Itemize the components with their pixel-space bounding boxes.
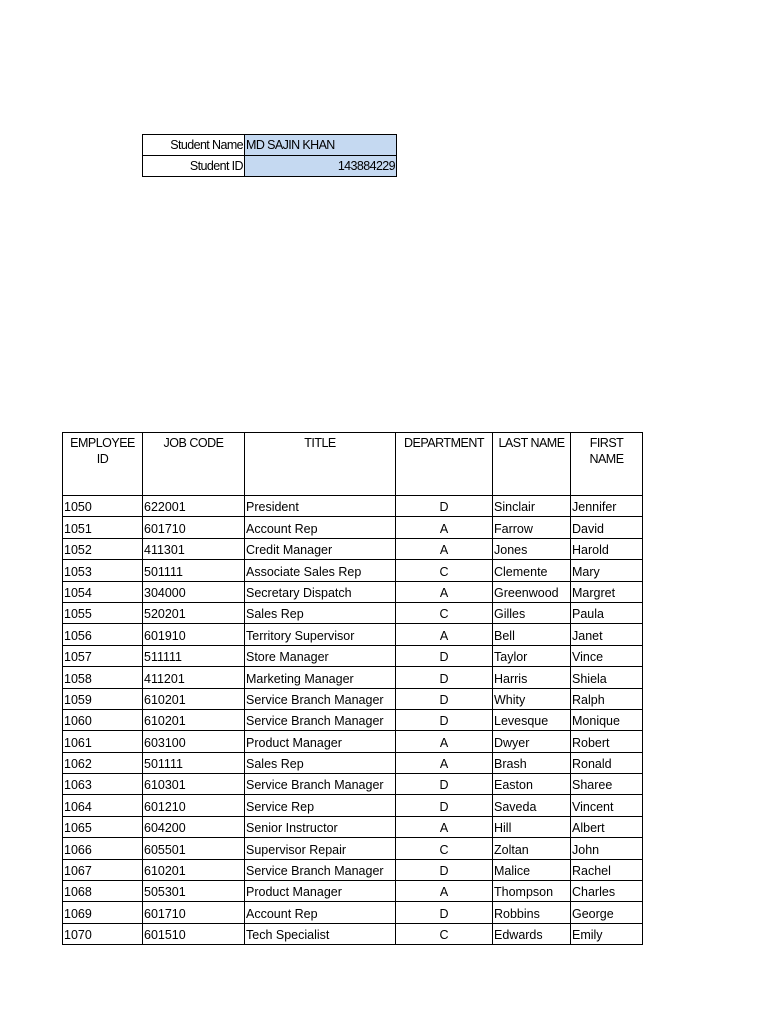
student-id-value[interactable]: 143884229 (245, 156, 397, 177)
first-name-cell[interactable]: Sharee (571, 774, 643, 795)
first-name-cell[interactable]: Harold (571, 538, 643, 559)
title-cell[interactable]: Territory Supervisor (245, 624, 396, 645)
table-row (63, 709, 643, 730)
title-cell[interactable]: Product Manager (245, 731, 396, 752)
employee-table (62, 432, 643, 945)
employee-id-cell[interactable]: 1053 (63, 560, 143, 581)
table-row (63, 538, 643, 559)
first-name-cell[interactable]: Paula (571, 602, 643, 623)
first-name-cell[interactable]: Janet (571, 624, 643, 645)
employee-id-cell[interactable]: 1058 (63, 667, 143, 688)
last-name-cell[interactable]: Levesque (493, 709, 571, 730)
first-name-cell[interactable]: Mary (571, 560, 643, 581)
employee-id-cell[interactable]: 1070 (63, 923, 143, 944)
first-name-cell[interactable]: Robert (571, 731, 643, 752)
student-name-label: Student Name (143, 135, 245, 156)
job-code-cell[interactable]: 622001 (143, 496, 245, 517)
student-id-row (143, 156, 397, 177)
job-code-cell[interactable]: 520201 (143, 602, 245, 623)
title-cell[interactable]: Account Rep (245, 902, 396, 923)
header-title[interactable]: TITLE (245, 433, 396, 496)
title-cell[interactable]: Credit Manager (245, 538, 396, 559)
title-cell[interactable]: Associate Sales Rep (245, 560, 396, 581)
header-employee-id[interactable]: EMPLOYEE ID (63, 433, 143, 496)
student-name-row (143, 135, 397, 156)
department-cell[interactable]: D (396, 795, 493, 816)
table-row (63, 774, 643, 795)
title-cell[interactable]: Sales Rep (245, 752, 396, 773)
job-code-cell[interactable]: 601510 (143, 923, 245, 944)
last-name-cell[interactable]: Robbins (493, 902, 571, 923)
department-cell[interactable]: D (396, 645, 493, 666)
employee-id-cell[interactable]: 1060 (63, 709, 143, 730)
table-row (63, 881, 643, 902)
employee-id-cell[interactable]: 1054 (63, 581, 143, 602)
employee-id-cell[interactable]: 1050 (63, 496, 143, 517)
table-row (63, 731, 643, 752)
department-cell[interactable]: C (396, 560, 493, 581)
job-code-cell[interactable]: 610201 (143, 709, 245, 730)
title-cell[interactable]: Service Branch Manager (245, 688, 396, 709)
job-code-cell[interactable]: 601910 (143, 624, 245, 645)
job-code-cell[interactable]: 501111 (143, 560, 245, 581)
employee-id-cell[interactable]: 1068 (63, 881, 143, 902)
title-cell[interactable]: Sales Rep (245, 602, 396, 623)
job-code-cell[interactable]: 610201 (143, 688, 245, 709)
employee-table-header-row (63, 433, 643, 496)
table-row (63, 795, 643, 816)
first-name-cell[interactable]: Charles (571, 881, 643, 902)
department-cell[interactable]: D (396, 774, 493, 795)
last-name-cell[interactable]: Hill (493, 816, 571, 837)
last-name-cell[interactable]: Brash (493, 752, 571, 773)
department-cell[interactable]: A (396, 517, 493, 538)
employee-id-cell[interactable]: 1051 (63, 517, 143, 538)
employee-table-body (63, 496, 643, 945)
student-info-table (142, 134, 397, 177)
title-cell[interactable]: Service Branch Manager (245, 859, 396, 880)
last-name-cell[interactable]: Jones (493, 538, 571, 559)
title-cell[interactable]: Product Manager (245, 881, 396, 902)
employee-id-cell[interactable]: 1066 (63, 838, 143, 859)
table-row (63, 923, 643, 944)
department-cell[interactable]: A (396, 816, 493, 837)
first-name-cell[interactable]: Vince (571, 645, 643, 666)
employee-id-cell[interactable]: 1061 (63, 731, 143, 752)
department-cell[interactable]: D (396, 902, 493, 923)
job-code-cell[interactable]: 601710 (143, 902, 245, 923)
job-code-cell[interactable]: 505301 (143, 881, 245, 902)
department-cell[interactable]: C (396, 838, 493, 859)
first-name-cell[interactable]: Monique (571, 709, 643, 730)
job-code-cell[interactable]: 601210 (143, 795, 245, 816)
first-name-cell[interactable]: Rachel (571, 859, 643, 880)
department-cell[interactable]: A (396, 752, 493, 773)
job-code-cell[interactable]: 605501 (143, 838, 245, 859)
first-name-cell[interactable]: Jennifer (571, 496, 643, 517)
title-cell[interactable]: Supervisor Repair (245, 838, 396, 859)
job-code-cell[interactable]: 411201 (143, 667, 245, 688)
table-row (63, 667, 643, 688)
last-name-cell[interactable]: Sinclair (493, 496, 571, 517)
title-cell[interactable]: Secretary Dispatch (245, 581, 396, 602)
employee-id-cell[interactable]: 1059 (63, 688, 143, 709)
student-name-value[interactable]: MD SAJIN KHAN (245, 135, 397, 156)
table-row (63, 816, 643, 837)
title-cell[interactable]: Service Branch Manager (245, 709, 396, 730)
employee-id-cell[interactable]: 1062 (63, 752, 143, 773)
department-cell[interactable]: C (396, 602, 493, 623)
job-code-cell[interactable]: 610201 (143, 859, 245, 880)
last-name-cell[interactable]: Greenwood (493, 581, 571, 602)
table-row (63, 581, 643, 602)
last-name-cell[interactable]: Thompson (493, 881, 571, 902)
table-row (63, 517, 643, 538)
first-name-cell[interactable]: John (571, 838, 643, 859)
table-row (63, 560, 643, 581)
employee-id-cell[interactable]: 1057 (63, 645, 143, 666)
department-cell[interactable]: D (396, 496, 493, 517)
job-code-cell[interactable]: 603100 (143, 731, 245, 752)
department-cell[interactable]: A (396, 624, 493, 645)
first-name-cell[interactable]: Albert (571, 816, 643, 837)
last-name-cell[interactable]: Clemente (493, 560, 571, 581)
first-name-cell[interactable]: Ronald (571, 752, 643, 773)
header-job-code[interactable]: JOB CODE (143, 433, 245, 496)
table-row (63, 645, 643, 666)
last-name-cell[interactable]: Dwyer (493, 731, 571, 752)
last-name-cell[interactable]: Taylor (493, 645, 571, 666)
first-name-cell[interactable]: Margret (571, 581, 643, 602)
employee-id-cell[interactable]: 1055 (63, 602, 143, 623)
title-cell[interactable]: Store Manager (245, 645, 396, 666)
department-cell[interactable]: C (396, 923, 493, 944)
table-row (63, 752, 643, 773)
job-code-cell[interactable]: 604200 (143, 816, 245, 837)
title-cell[interactable]: Service Rep (245, 795, 396, 816)
department-cell[interactable]: A (396, 581, 493, 602)
last-name-cell[interactable]: Gilles (493, 602, 571, 623)
employee-id-cell[interactable]: 1065 (63, 816, 143, 837)
department-cell[interactable]: A (396, 881, 493, 902)
last-name-cell[interactable]: Bell (493, 624, 571, 645)
first-name-cell[interactable]: Shiela (571, 667, 643, 688)
employee-id-cell[interactable]: 1056 (63, 624, 143, 645)
student-id-label: Student ID (143, 156, 245, 177)
table-row (63, 838, 643, 859)
last-name-cell[interactable]: Whity (493, 688, 571, 709)
last-name-cell[interactable]: Easton (493, 774, 571, 795)
first-name-cell[interactable]: David (571, 517, 643, 538)
employee-id-cell[interactable]: 1069 (63, 902, 143, 923)
last-name-cell[interactable]: Saveda (493, 795, 571, 816)
last-name-cell[interactable]: Edwards (493, 923, 571, 944)
table-row (63, 496, 643, 517)
first-name-cell[interactable]: Emily (571, 923, 643, 944)
first-name-cell[interactable]: Ralph (571, 688, 643, 709)
table-row (63, 902, 643, 923)
first-name-cell[interactable]: George (571, 902, 643, 923)
last-name-cell[interactable]: Malice (493, 859, 571, 880)
table-row (63, 688, 643, 709)
job-code-cell[interactable]: 610301 (143, 774, 245, 795)
title-cell[interactable]: Marketing Manager (245, 667, 396, 688)
department-cell[interactable]: D (396, 667, 493, 688)
title-cell[interactable]: Tech Specialist (245, 923, 396, 944)
department-cell[interactable]: D (396, 709, 493, 730)
department-cell[interactable]: D (396, 688, 493, 709)
title-cell[interactable]: Account Rep (245, 517, 396, 538)
job-code-cell[interactable]: 511111 (143, 645, 245, 666)
job-code-cell[interactable]: 601710 (143, 517, 245, 538)
title-cell[interactable]: Service Branch Manager (245, 774, 396, 795)
title-cell[interactable]: President (245, 496, 396, 517)
header-last-name[interactable]: LAST NAME (493, 433, 571, 496)
first-name-cell[interactable]: Vincent (571, 795, 643, 816)
header-department[interactable]: DEPARTMENT (396, 433, 493, 496)
department-cell[interactable]: A (396, 538, 493, 559)
job-code-cell[interactable]: 304000 (143, 581, 245, 602)
header-first-name[interactable]: FIRST NAME (571, 433, 643, 496)
table-row (63, 859, 643, 880)
employee-id-cell[interactable]: 1067 (63, 859, 143, 880)
employee-id-cell[interactable]: 1063 (63, 774, 143, 795)
job-code-cell[interactable]: 501111 (143, 752, 245, 773)
last-name-cell[interactable]: Zoltan (493, 838, 571, 859)
last-name-cell[interactable]: Farrow (493, 517, 571, 538)
employee-id-cell[interactable]: 1052 (63, 538, 143, 559)
department-cell[interactable]: D (396, 859, 493, 880)
title-cell[interactable]: Senior Instructor (245, 816, 396, 837)
table-row (63, 602, 643, 623)
last-name-cell[interactable]: Harris (493, 667, 571, 688)
employee-id-cell[interactable]: 1064 (63, 795, 143, 816)
job-code-cell[interactable]: 411301 (143, 538, 245, 559)
table-row (63, 624, 643, 645)
department-cell[interactable]: A (396, 731, 493, 752)
